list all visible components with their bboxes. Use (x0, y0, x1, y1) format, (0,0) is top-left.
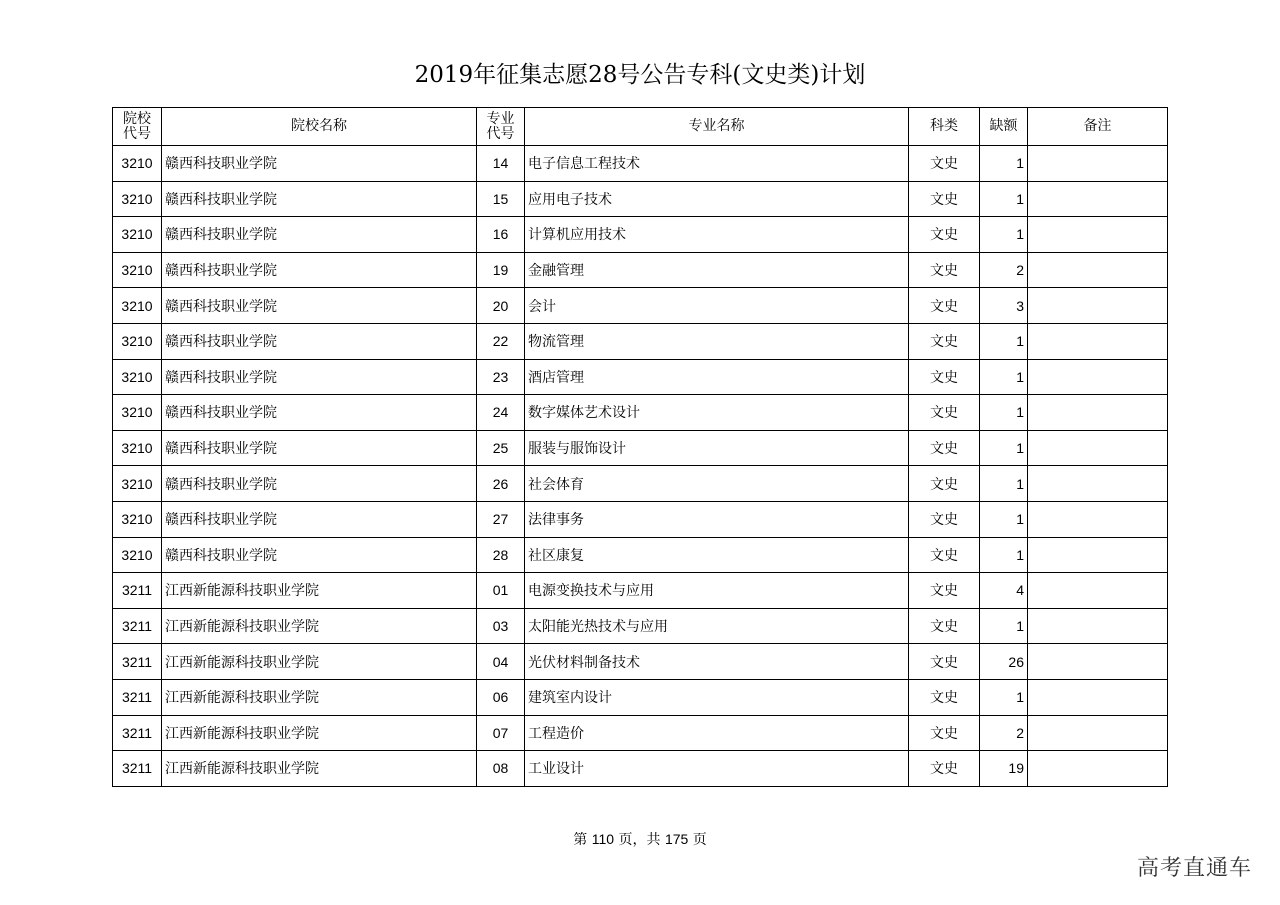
footer-suffix: 页 (688, 832, 707, 848)
header-school-name: 院校名称 (162, 108, 477, 146)
cell-major-code: 23 (477, 359, 525, 395)
footer-total-pages: 175 (664, 831, 689, 847)
table-row (113, 181, 1168, 217)
cell-category: 文史 (909, 252, 980, 288)
cell-major-name: 酒店管理 (525, 359, 909, 395)
table-row (113, 573, 1168, 609)
cell-quota: 1 (980, 359, 1028, 395)
cell-school-code: 3210 (113, 181, 162, 217)
cell-quota: 1 (980, 501, 1028, 537)
cell-category: 文史 (909, 146, 980, 182)
cell-school-name: 赣西科技职业学院 (162, 395, 477, 431)
cell-major-code: 20 (477, 288, 525, 324)
cell-major-code: 28 (477, 537, 525, 573)
cell-category: 文史 (909, 715, 980, 751)
header-note: 备注 (1028, 108, 1168, 146)
cell-school-name: 赣西科技职业学院 (162, 501, 477, 537)
table-row (113, 644, 1168, 680)
table-row (113, 537, 1168, 573)
cell-category: 文史 (909, 679, 980, 715)
cell-major-code: 03 (477, 608, 525, 644)
cell-note (1028, 359, 1168, 395)
cell-category: 文史 (909, 573, 980, 609)
table-row (113, 395, 1168, 431)
cell-school-name: 江西新能源科技职业学院 (162, 644, 477, 680)
cell-school-code: 3210 (113, 288, 162, 324)
cell-note (1028, 395, 1168, 431)
header-quota: 缺额 (980, 108, 1028, 146)
plan-table (112, 107, 1168, 787)
cell-major-name: 服装与服饰设计 (525, 430, 909, 466)
cell-category: 文史 (909, 608, 980, 644)
table-row (113, 466, 1168, 502)
cell-quota: 1 (980, 466, 1028, 502)
cell-major-code: 26 (477, 466, 525, 502)
cell-school-code: 3211 (113, 608, 162, 644)
cell-school-code: 3210 (113, 537, 162, 573)
header-major-name: 专业名称 (525, 108, 909, 146)
cell-quota: 2 (980, 715, 1028, 751)
cell-quota: 1 (980, 679, 1028, 715)
cell-note (1028, 573, 1168, 609)
cell-school-name: 赣西科技职业学院 (162, 252, 477, 288)
cell-major-name: 太阳能光热技术与应用 (525, 608, 909, 644)
cell-school-code: 3211 (113, 715, 162, 751)
cell-major-code: 04 (477, 644, 525, 680)
cell-category: 文史 (909, 359, 980, 395)
table-row (113, 288, 1168, 324)
header-category: 科类 (909, 108, 980, 146)
cell-school-code: 3210 (113, 466, 162, 502)
cell-note (1028, 217, 1168, 253)
cell-school-name: 赣西科技职业学院 (162, 466, 477, 502)
cell-note (1028, 252, 1168, 288)
cell-quota: 26 (980, 644, 1028, 680)
cell-school-code: 3210 (113, 323, 162, 359)
cell-major-name: 社会体育 (525, 466, 909, 502)
header-major-code-text: 专业 代号 (486, 110, 515, 142)
watermark: 高考直通车 (1136, 856, 1252, 881)
table-row (113, 359, 1168, 395)
cell-major-name: 工程造价 (525, 715, 909, 751)
cell-major-code: 25 (477, 430, 525, 466)
cell-category: 文史 (909, 395, 980, 431)
cell-school-name: 江西新能源科技职业学院 (162, 573, 477, 609)
cell-major-code: 07 (477, 715, 525, 751)
page-footer (0, 829, 1280, 849)
cell-note (1028, 751, 1168, 787)
cell-school-code: 3211 (113, 644, 162, 680)
cell-major-code: 16 (477, 217, 525, 253)
cell-school-name: 赣西科技职业学院 (162, 217, 477, 253)
cell-category: 文史 (909, 644, 980, 680)
header-major-code (477, 108, 525, 146)
table-row (113, 430, 1168, 466)
cell-category: 文史 (909, 430, 980, 466)
cell-school-name: 赣西科技职业学院 (162, 359, 477, 395)
header-row (113, 108, 1168, 146)
cell-major-name: 金融管理 (525, 252, 909, 288)
cell-school-code: 3210 (113, 359, 162, 395)
cell-school-name: 江西新能源科技职业学院 (162, 751, 477, 787)
cell-school-name: 江西新能源科技职业学院 (162, 715, 477, 751)
cell-quota: 1 (980, 430, 1028, 466)
cell-major-name: 数字媒体艺术设计 (525, 395, 909, 431)
page-title: 2019年征集志愿28号公告专科(文史类)计划 (414, 62, 866, 88)
cell-note (1028, 323, 1168, 359)
cell-quota: 3 (980, 288, 1028, 324)
cell-major-name: 法律事务 (525, 501, 909, 537)
cell-major-name: 社区康复 (525, 537, 909, 573)
cell-quota: 1 (980, 146, 1028, 182)
table-row (113, 323, 1168, 359)
cell-note (1028, 466, 1168, 502)
cell-major-code: 01 (477, 573, 525, 609)
cell-major-name: 计算机应用技术 (525, 217, 909, 253)
cell-quota: 4 (980, 573, 1028, 609)
cell-school-name: 赣西科技职业学院 (162, 430, 477, 466)
cell-note (1028, 288, 1168, 324)
cell-major-code: 19 (477, 252, 525, 288)
cell-school-code: 3210 (113, 501, 162, 537)
header-school-code-text: 院校 代号 (123, 110, 151, 142)
cell-major-code: 08 (477, 751, 525, 787)
cell-school-code: 3210 (113, 146, 162, 182)
table-row (113, 146, 1168, 182)
cell-major-code: 14 (477, 146, 525, 182)
cell-major-code: 06 (477, 679, 525, 715)
cell-school-code: 3211 (113, 751, 162, 787)
cell-quota: 1 (980, 323, 1028, 359)
cell-quota: 1 (980, 181, 1028, 217)
cell-major-name: 建筑室内设计 (525, 679, 909, 715)
cell-school-code: 3210 (113, 430, 162, 466)
cell-school-name: 江西新能源科技职业学院 (162, 608, 477, 644)
table-row (113, 608, 1168, 644)
cell-note (1028, 679, 1168, 715)
cell-category: 文史 (909, 323, 980, 359)
table-body (113, 146, 1168, 787)
cell-category: 文史 (909, 751, 980, 787)
cell-note (1028, 644, 1168, 680)
cell-major-name: 电源变换技术与应用 (525, 573, 909, 609)
table-header (113, 108, 1168, 146)
cell-school-name: 赣西科技职业学院 (162, 146, 477, 182)
table-row (113, 252, 1168, 288)
table-row (113, 217, 1168, 253)
table-row (113, 501, 1168, 537)
cell-school-name: 江西新能源科技职业学院 (162, 679, 477, 715)
cell-school-code: 3210 (113, 252, 162, 288)
cell-school-name: 赣西科技职业学院 (162, 288, 477, 324)
table-row (113, 679, 1168, 715)
footer-prefix: 第 (573, 832, 592, 848)
cell-category: 文史 (909, 537, 980, 573)
cell-note (1028, 501, 1168, 537)
cell-major-code: 27 (477, 501, 525, 537)
cell-major-name: 会计 (525, 288, 909, 324)
header-school-code (113, 108, 162, 146)
table-row (113, 751, 1168, 787)
cell-note (1028, 146, 1168, 182)
cell-major-name: 电子信息工程技术 (525, 146, 909, 182)
cell-note (1028, 430, 1168, 466)
cell-major-code: 22 (477, 323, 525, 359)
cell-school-code: 3211 (113, 573, 162, 609)
cell-major-name: 应用电子技术 (525, 181, 909, 217)
cell-quota: 1 (980, 608, 1028, 644)
cell-note (1028, 181, 1168, 217)
cell-category: 文史 (909, 466, 980, 502)
table-row (113, 715, 1168, 751)
cell-school-code: 3210 (113, 395, 162, 431)
cell-school-name: 赣西科技职业学院 (162, 181, 477, 217)
cell-quota: 19 (980, 751, 1028, 787)
cell-quota: 1 (980, 537, 1028, 573)
cell-note (1028, 537, 1168, 573)
cell-category: 文史 (909, 217, 980, 253)
cell-school-name: 赣西科技职业学院 (162, 323, 477, 359)
cell-school-code: 3210 (113, 217, 162, 253)
cell-quota: 1 (980, 217, 1028, 253)
cell-school-name: 赣西科技职业学院 (162, 537, 477, 573)
cell-note (1028, 608, 1168, 644)
cell-major-name: 工业设计 (525, 751, 909, 787)
cell-major-code: 15 (477, 181, 525, 217)
cell-category: 文史 (909, 181, 980, 217)
cell-major-name: 物流管理 (525, 323, 909, 359)
cell-quota: 2 (980, 252, 1028, 288)
cell-category: 文史 (909, 288, 980, 324)
cell-major-code: 24 (477, 395, 525, 431)
cell-category: 文史 (909, 501, 980, 537)
cell-major-name: 光伏材料制备技术 (525, 644, 909, 680)
cell-quota: 1 (980, 395, 1028, 431)
footer-page-number: 110 (591, 831, 615, 847)
cell-school-code: 3211 (113, 679, 162, 715)
cell-note (1028, 715, 1168, 751)
footer-middle: 页，共 (614, 832, 665, 848)
